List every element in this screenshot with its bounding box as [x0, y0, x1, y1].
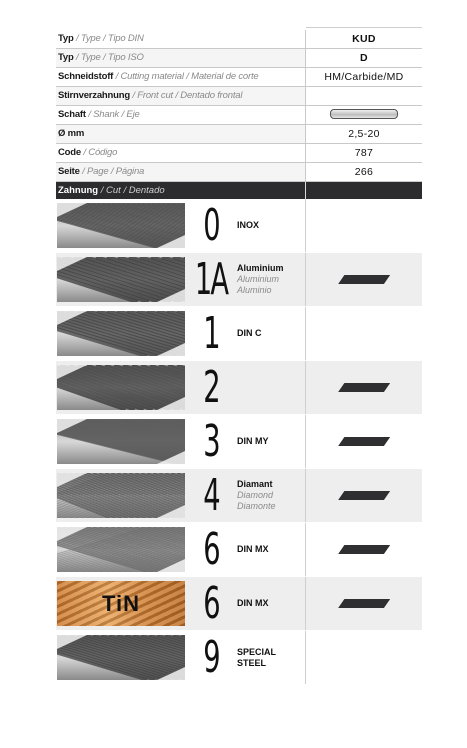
cut-swatch: [57, 365, 185, 410]
cut-section-header: [56, 182, 422, 199]
spec-table: [56, 30, 422, 182]
spec-label: Schneidstoff / Cutting material / Material de corte: [56, 68, 306, 86]
availability-mark-icon: [338, 383, 390, 392]
cut-row: [56, 199, 422, 253]
cut-swatch: [57, 527, 185, 572]
spec-label: Ø mm: [56, 125, 306, 143]
cut-description: INOX: [237, 220, 260, 230]
cut-number: 9: [203, 631, 219, 683]
availability-mark-icon: [338, 599, 390, 608]
availability-mark-icon: [338, 545, 390, 554]
spec-label: Typ / Type / Tipo ISO: [56, 49, 306, 67]
spec-value: 266: [354, 166, 374, 178]
spec-value: D: [360, 52, 368, 64]
spec-value: [306, 87, 422, 105]
cut-number: 1: [203, 307, 219, 359]
cut-table: [56, 199, 422, 685]
cut-swatch: [57, 635, 185, 680]
spec-label: Seite / Page / Página: [56, 163, 306, 181]
cut-row: [56, 415, 422, 469]
cut-row: [56, 469, 422, 523]
cut-row: [56, 577, 422, 631]
availability-cell: [305, 307, 422, 360]
spec-value: HM/Carbide/MD: [324, 71, 404, 83]
availability-cell: [305, 523, 422, 576]
cut-swatch: [57, 311, 185, 356]
cut-number: 6: [203, 577, 219, 629]
spec-value: 2,5-20: [348, 128, 380, 140]
cut-number: 6: [203, 523, 219, 575]
spec-label: Code / Código: [56, 144, 306, 162]
availability-cell: [305, 199, 422, 252]
spec-value: [306, 106, 422, 124]
cut-number: 3: [203, 415, 219, 467]
cut-number: 4: [203, 469, 219, 521]
cut-description: DIN C: [237, 328, 262, 338]
cut-swatch: [57, 419, 185, 464]
cut-row: [56, 253, 422, 307]
availability-mark-icon: [338, 275, 390, 284]
spec-row: [56, 163, 422, 182]
spec-value: 787: [354, 147, 374, 159]
cut-number: 1A: [194, 253, 228, 305]
cut-swatch: [57, 473, 185, 518]
spec-label: Stirnverzahnung / Front cut / Dentado frontal: [56, 87, 306, 105]
availability-cell: [305, 577, 422, 630]
spec-label: Schaft / Shank / Eje: [56, 106, 306, 124]
spec-row: [56, 87, 422, 106]
cut-description: DIN MX: [237, 598, 269, 608]
cut-description: Aluminium Aluminium Aluminio: [237, 263, 284, 295]
cut-row: [56, 523, 422, 577]
availability-cell: [305, 631, 422, 684]
cut-description: SPECIAL STEEL: [237, 646, 277, 668]
cut-swatch: [57, 257, 185, 302]
cut-description: Diamant Diamond Diamonte: [237, 479, 276, 511]
availability-cell: [305, 469, 422, 522]
spec-row: [56, 106, 422, 125]
cut-header-label: Zahnung / Cut / Dentado: [56, 182, 306, 199]
spec-label: Typ / Type / Tipo DIN: [56, 30, 306, 48]
cut-description: DIN MY: [237, 436, 269, 446]
availability-cell: [305, 253, 422, 306]
availability-cell: [305, 361, 422, 414]
cut-row: [56, 631, 422, 685]
cut-row: [56, 307, 422, 361]
spec-row: [56, 144, 422, 163]
spec-value: KUD: [352, 33, 376, 45]
shank-icon: [330, 109, 398, 119]
spec-row: [56, 30, 422, 49]
tin-label: TiN: [101, 590, 141, 616]
spec-row: [56, 68, 422, 87]
cut-number: 2: [203, 361, 219, 413]
cut-row: [56, 361, 422, 415]
cut-number: 0: [203, 199, 219, 251]
tin-coating-swatch: [57, 581, 185, 626]
cut-swatch: [57, 203, 185, 248]
availability-cell: [305, 415, 422, 468]
spec-row: [56, 49, 422, 68]
product-spec-sheet: [56, 30, 422, 685]
cut-description: DIN MX: [237, 544, 269, 554]
availability-mark-icon: [338, 491, 390, 500]
availability-mark-icon: [338, 437, 390, 446]
spec-row: [56, 125, 422, 144]
